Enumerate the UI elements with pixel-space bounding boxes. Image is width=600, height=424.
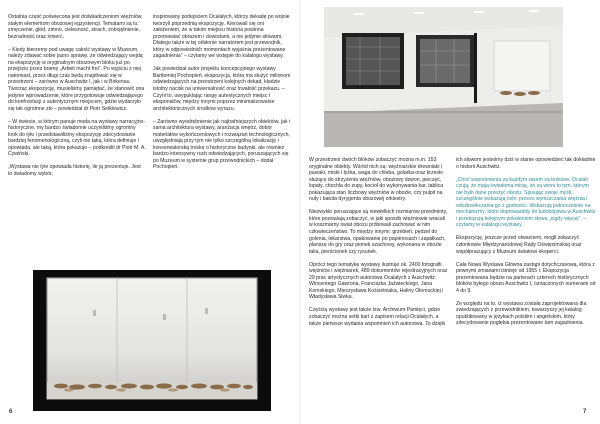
paragraph: inspirowany podejściem Ocalałych, którzy dekadę po wojnie tworzyli poprzednią ekspozycję. Kierowali się oni założeniem, że w takim miejscu historia powinna przemawiać obrazem i dowodami, a nie jedynie słowami. Dlatego także w tej odsłonie narratorem jest przewodnik, który w odpowiednich momentach wyjaśnia prezentowane zagadnienia” – czytamy we wstępie do katalogu wystawy. (153, 14, 290, 60)
paragraph: Oprócz tego tematykę wystawy ilustruje ok. 2400 fotografii więźniów i więźniarek, 489 dokumentów rejestracyjnych oraz 29 prac artystycznych autorstwa Ocalałych z Auschwitz: Wincentego Gawrona, Franciszka Jaźwieckiego, Jana Komskiego, Mieczysława Kościelniaka, Haliny Ołomuckiej i Władysława Siwka. (309, 261, 448, 301)
right-page-column-2 (456, 157, 596, 415)
paragraph: „Wystawa nie tyle opowiada historię, ile ją prezentuje. Jest to świadomy wybór, (8, 164, 141, 177)
paragraph: Niezwykle poruszające są niewielkich rozmiarów przedmioty, które pozwalają zobaczyć, w jaki sposób więźniowie wracali w koszmarny świat obozu próbowali zachować w nim człowieczeństwo. To między innymi: grzebień, pędzel do golenia, lekarstwa, opakowanie po papierosach i zapałkach, planszę do gry oraz pionek szachowy, wykonana w obozie talia, pierścionek czy rysunek. (309, 209, 448, 255)
left-page-column-2 (153, 14, 291, 282)
paragraph: – W świecie, w którym panuje moda na wystawy narracyjno-historyczne, my bardzo świadomie uczyniliśmy ogromny krok do tyłu i przedstawiliśmy ekspozycję zdecydowanie bardziej fenomenologiczną, czyli nie taką, która definiuje i opowiada, ale taką, która pokazuje – podkreślił dr Piotr M. A. Cywiński. (8, 118, 146, 158)
paragraph: ich słowom jesteśmy dziś w stanie opowiedzieć tak dokładnie o historii Auschwitz. (456, 157, 596, 170)
exhibition-room-illustration (324, 7, 563, 147)
quote-paragraph: „Choć wspomnienia za każdym razem są bolesne, Ocalali czują, że mają świadomą misję, że są winni to tym, którym nie było dane przeżyć obozu. Spisując swoje myśli, szczególnie wskazują cele: proces wyniszczania więźnia i odczłowieczania go z godności. Wskazują jednocześnie na mechanizmy, które doprowadziły do ludobójstwa w Auschwitz i przekazują kolejnym pokoleniom słowa „nigdy więcej”. – czytamy w katalogu wystawy. (456, 176, 596, 229)
page-number-left: 6 (9, 409, 13, 415)
vitrine-illustration (33, 270, 271, 411)
paragraph: W przestrzeni dwóch bloków zobaczyć można m.in. 153 oryginalne obiekty. Wśród nich są: więźniarskie drewniaki i pasiaki, miski i łyżka, waga do chleba, golarka oraz krzesło służące do strzyżenia więźniów, obozowy dzwon, pieczęć, lopaty, chochla do zupy, kocioł do wykonywania kar, tablica pokazująca stan liczbowy więźniów w obozie, czy pulpit na nuty i batuta dyrygenta obozowej orkiestry. (309, 157, 444, 203)
left-page-column-1 (8, 14, 146, 282)
exhibition-vitrine-photo (33, 270, 271, 411)
paragraph: – Kiedy bierzemy pod uwagę całość wystawy w Muzeum, należy zdawać sobie jasno sprawę, że odwiedzający wejdą na ekspozycję w oryginalnym obozowym bloku już po przejściu przez bramę „Arbeit macht frei”. Po wyjściu z niej natomiast, przez długi czas będą znajdować się w przestrzeni – zarówno w Auschwitz I, jak i w Birkenau. Tworząc ekspozycję, musieliśmy pamiętać, że stanowić ona jedynie wprowadzenie, które przygotowuje odwiedzającego do konfrontacji z autentycznym miejscem, gdzie wydarzyło się tak ogromne zło – powiedział dr Piotr Setkiewicz. (8, 46, 145, 112)
paragraph: Ekspozycję, jeszcze przed otwarciem, mogli zobaczyć członkowie Międzynarodowej Rady Oświęcimskiej oraz współpracujący z Muzeum światowi eksperci. (456, 235, 582, 255)
exhibition-room-photo (324, 7, 563, 147)
paragraph: – Zarówno wyodrębnienie jak najtrafniejszych obiektów, jak i sama architektura wystawy, aranżacja wnętrz, dobór materiałów wykończeniowych i rozwiązań technologicznych, uwzględniają przy tym nie tylko szczególną lokalizację i konserwatorską troskę o historyczne budynki, ale również bardzo intensywny ruch odwiedzających, poruszających się po Muzeum w systemie grup przewodnickich – dodał Pochopień. (153, 118, 291, 171)
paragraph: Jak powiedział autor projektu koncepcyjnego wystawy Bartłomiej Pochopień, ekspozycja, która ma służyć milionom odwiedzających na przestrzeni kolejnych dekad, kładzie istotny nacisk na uniwersalność oraz trwałość przekazu. – Czyni to, uwypuklając rangę autentycznych miejsc i eksponatów, między innymi poprzez minimalizowanie architektonicznych środków wyrazu. (153, 66, 291, 112)
paragraph: Cała Nowa Wystawa Główna zastąpi dotychczasową, która z pewnymi zmianami istnieje od 1955 r. Ekspozycja prezentowana będzie na parterach czterech historycznych bloków byłego obozu Auschwitz I, oznaczonych numerami od 4 do 9. (456, 261, 596, 294)
right-page-column-1 (309, 157, 450, 415)
page-number-right: 7 (583, 409, 587, 415)
display-case (494, 41, 550, 91)
paragraph: Ostatnia część poświęcona jest doświadczeniom więźniów, stałym elementom obozowej egzystencji. Tematami są tu: zmęczenie, głód, zimno, cielesność, strach, zobojętnienie, bezradność oraz śmierć. (8, 14, 143, 40)
vitrine-glass (47, 278, 257, 399)
paragraph: Częścią wystawy jest także tzw. Archiwum Pamięci, gdzie zobaczyć można setki kart z zapisem relacji Ocalałych, a także pierwsze wydania wspomnień ich autorstwa. To dzięki (309, 307, 446, 327)
paragraph: Ze względu na to, iż wystawa została zaprojektowana dla zwiedzających z przewodnikiem, towarzyszy jej katalog opublikowany w językach polskim i angielskim, który zdecydowanie pogłębia prezentowane tam zagadnienia. (456, 300, 587, 327)
page-gutter (299, 0, 301, 424)
